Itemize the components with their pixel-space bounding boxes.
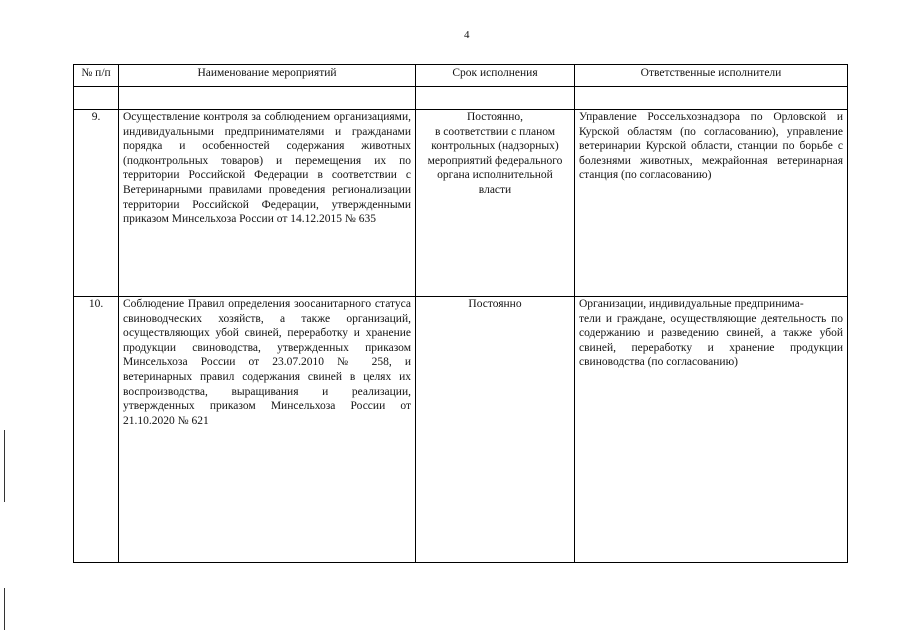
- header-deadline: Срок исполнения: [416, 65, 575, 87]
- measures-table: [73, 64, 848, 563]
- measure-name: Соблюдение Правил определения зоосанитарного статуса свиноводческих хозяйств, а также организаций, осуществляющих убой свиней, переработку и хранение продукции свиноводства, утвержденных приказом Минсельхоза России от 23.07.2010 № 258, и ветеринарных правил содержания свиней в целях их воспроизводства, выращивания и реализации, утвержденных приказом Минсельхоза России от 21.10.2020 № 621: [119, 297, 416, 563]
- row-number: 10.: [74, 297, 119, 563]
- table-row: [74, 110, 848, 297]
- header-responsible: Ответственные исполнители: [575, 65, 848, 87]
- table-row: [74, 297, 848, 563]
- measure-deadline: Постоянно: [416, 297, 575, 563]
- table-header-row: [74, 65, 848, 87]
- page-number: 4: [464, 29, 470, 41]
- scan-margin-mark-upper: [4, 430, 5, 502]
- header-num: № п/п: [74, 65, 119, 87]
- table-spacer-row: [74, 87, 848, 110]
- header-name: Наименование мероприятий: [119, 65, 416, 87]
- measure-responsible: Управление Россельхознадзора по Орловской и Курской областям (по согласованию), управление ветеринарии Курской области, станции по борьбе с болезнями животных, межрайонная ветеринарная станция (по согласованию): [575, 110, 848, 297]
- spacer-cell: [74, 87, 119, 110]
- measure-responsible: Организации, индивидуальные предпринима- тели и граждане, осуществляющие деятельность по содержанию и разведению свиней, а также убой свиней, переработку и хранение продукции свиноводства (по согласованию): [575, 297, 848, 563]
- spacer-cell: [119, 87, 416, 110]
- scan-margin-mark-lower: [4, 588, 5, 630]
- measure-deadline: Постоянно, в соответствии с планом контрольных (надзорных) мероприятий федерального органа исполнительной власти: [416, 110, 575, 297]
- spacer-cell: [575, 87, 848, 110]
- spacer-cell: [416, 87, 575, 110]
- row-number: 9.: [74, 110, 119, 297]
- measure-name: Осуществление контроля за соблюдением организациями, индивидуальными предпринимателями и гражданами порядка и особенностей содержания животных (подконтрольных товаров) и перемещения их по территории Российской Федерации в соответствии с Ветеринарными правилами проведения регионализации территории Российской Федерации, утвержденными приказом Минсельхоза России от 14.12.2015 № 635: [119, 110, 416, 297]
